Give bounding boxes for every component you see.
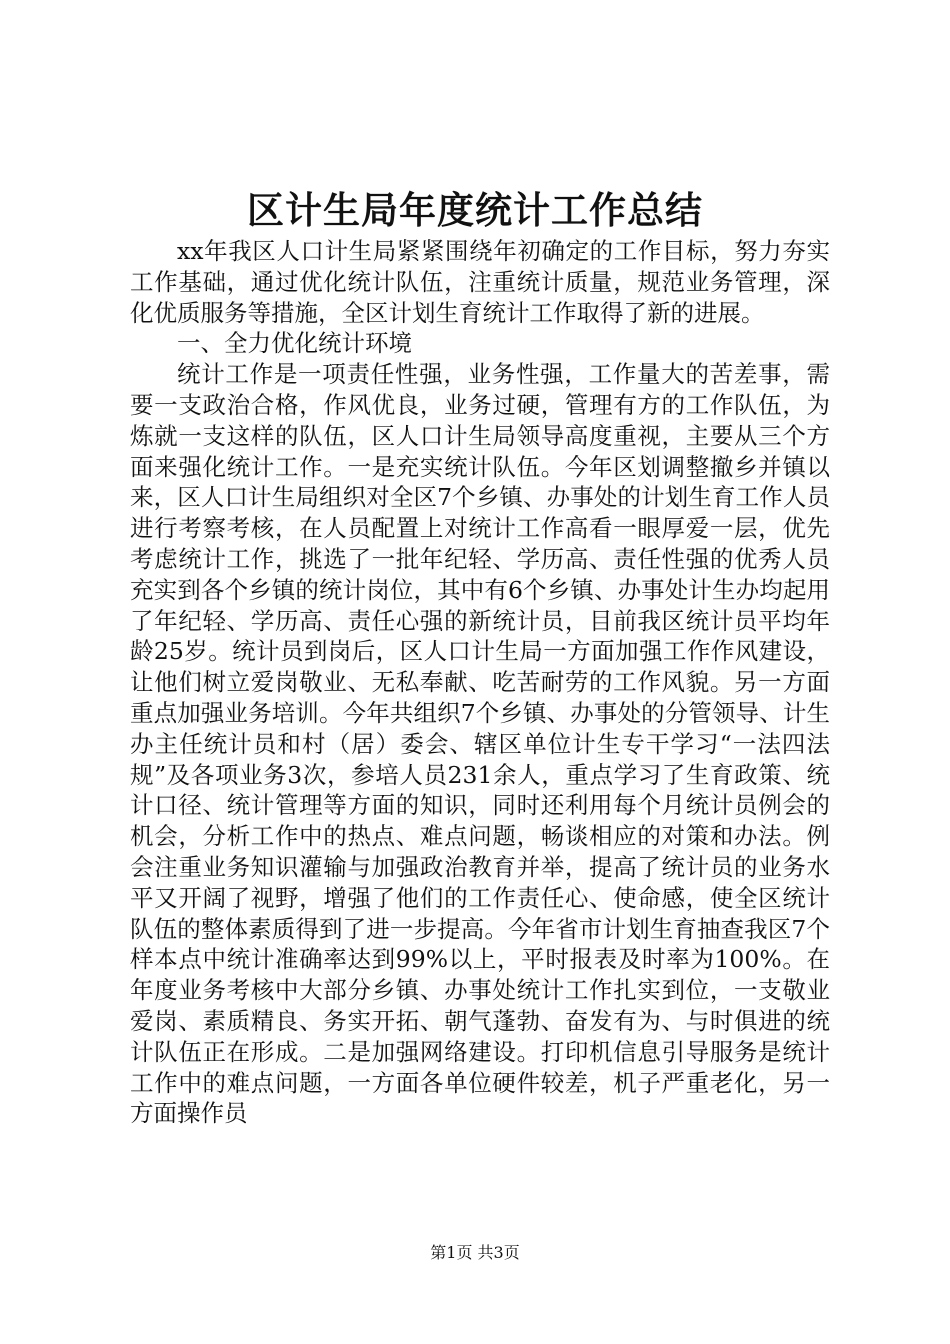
section-heading: 一、全力优化统计环境 [177,329,412,358]
document-body [130,236,830,1129]
document-title: 区计生局年度统计工作总结 [247,188,703,232]
body-paragraph: 统计工作是一项责任性强，业务性强，工作量大的苦差事，需要一支政治合格，作风优良，业务过硬，管理有方的工作队伍，为炼就一支这样的队伍，区人口计生局领导高度重视，主要从三个方面来强化统计工作。一是充实统计队伍。今年区划调整撤乡并镇以来，区人口计生局组织对全区7个乡镇、办事处的计划生育工作人员进行考察考核，在人员配置上对统计工作高看一眼厚爱一层，优先考虑统计工作，挑选了一批年纪轻、学历高、责任性强的优秀人员充实到各个乡镇的统计岗位，其中有6个乡镇、办事处计生办均起用了年纪轻、学历高、责任心强的新统计员，目前我区统计员平均年龄25岁。统计员到岗后，区人口计生局一方面加强工作作风建设，让他们树立爱岗敬业、无私奉献、吃苦耐劳的工作风貌。另一方面重点加强业务培训。今年共组织7个乡镇、办事处的分管领导、计生办主任统计员和村（居）委会、辖区单位计生专干学习“一法四法规”及各项业务3次，参培人员231余人，重点学习了生育政策、统计口径、统计管理等方面的知识，同时还利用每个月统计员例会的机会，分析工作中的热点、难点问题，畅谈相应的对策和办法。例会注重业务知识灌输与加强政治教育并举，提高了统计员的业务水平又开阔了视野，增强了他们的工作责任心、使命感，使全区统计队伍的整体素质得到了进一步提高。今年省市计划生育抽查我区7个样本点中统计准确率达到99%以上，平时报表及时率为100%。在年度业务考核中大部分乡镇、办事处统计工作扎实到位，一支敬业爱岗、素质精良、务实开拓、朝气蓬勃、奋发有为、与时俱进的统计队伍正在形成。二是加强网络建设。打印机信息引导服务是统计工作中的难点问题，一方面各单位硬件较差，机子严重老化，另一方面操作员 [130,360,830,1128]
intro-paragraph: xx年我区人口计生局紧紧围绕年初确定的工作目标，努力夯实工作基础，通过优化统计队伍，注重统计质量，规范业务管理，深化优质服务等措施，全区计划生育统计工作取得了新的进展。 [130,237,830,327]
page-footer: 第1页 共3页 [430,1243,520,1262]
